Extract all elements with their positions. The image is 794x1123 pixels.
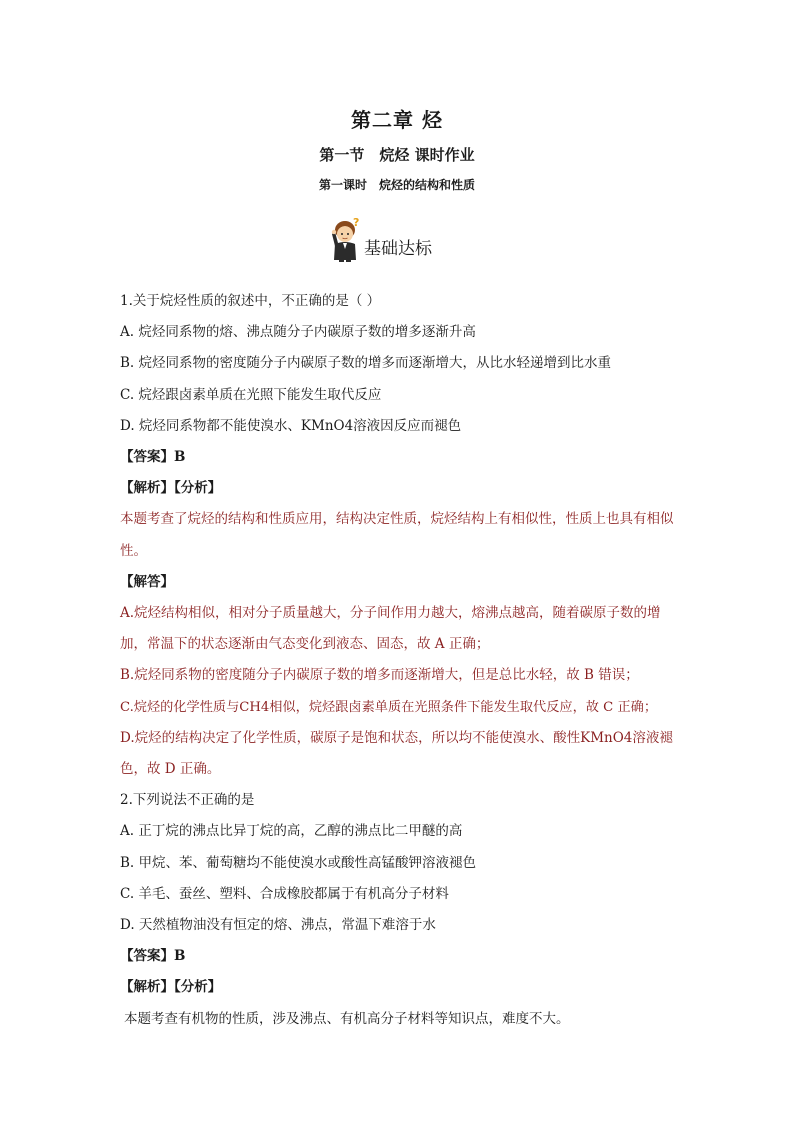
option-c: C. 羊毛、蚕丝、塑料、合成橡胶都属于有机高分子材料 [120, 885, 449, 902]
question-stem: 1.关于烷烃性质的叙述中，不正确的是（ ） [120, 293, 381, 309]
solution-line: D.烷烃的结构决定了化学性质，碳原子是饱和状态，所以均不能使溴水、酸性KMnO4溶液褪色，故 D 正确。 [120, 729, 673, 778]
solution-line: B.烷烃同系物的密度随分子内碳原子数的增多而逐渐增大，但是总比水轻，故 B 错误； [120, 667, 639, 684]
analysis-text: 本题考查了烷烃的结构和性质应用，结构决定性质，烷烃结构上有相似性，性质上也具有相似性。 [120, 511, 674, 559]
analysis-tag: 【解析】【分析】 [120, 480, 222, 497]
option-a: A. 烷烃同系物的熔、沸点随分子内碳原子数的增多逐渐升高 [120, 324, 476, 341]
section-label: 基础达标 [364, 239, 432, 259]
thinking-student-icon [329, 216, 363, 262]
question-stem: 2.下列说法不正确的是 [120, 792, 255, 809]
option-d: D. 天然植物油没有恒定的熔、沸点，常温下难溶于水 [120, 917, 436, 934]
analysis-tag: 【解析】【分析】 [120, 979, 222, 996]
answer-label: 【答案】B [120, 449, 186, 466]
solution-tag: 【解答】 [120, 573, 174, 590]
option-b: B. 甲烷、苯、葡萄糖均不能使溴水或酸性高锰酸钾溶液褪色 [120, 854, 477, 871]
question-content [120, 286, 680, 1035]
solution-line: A.烷烃结构相似，相对分子质量越大，分子间作用力越大，熔沸点越高，随着碳原子数的增加，常温下的状态逐渐由气态变化到液态、固态，故 A 正确； [120, 605, 661, 653]
option-a: A. 正丁烷的沸点比异丁烷的高，乙醇的沸点比二甲醚的高 [120, 823, 463, 840]
option-d: D. 烷烃同系物都不能使溴水、KMnO4溶液因反应而褪色 [120, 417, 462, 434]
section-banner [329, 214, 432, 262]
lesson-title: 第一课时 烷烃的结构和性质 [318, 178, 475, 192]
option-b: B. 烷烃同系物的密度随分子内碳原子数的增多而逐渐增大，从比水轻递增到比水重 [120, 355, 612, 372]
answer-label: 【答案】B [120, 948, 186, 965]
solution-line: C.烷烃的化学性质与CH4相似，烷烃跟卤素单质在光照条件下能发生取代反应，故 C 正确； [120, 699, 658, 715]
analysis-text: 本题考查有机物的性质，涉及沸点、有机高分子材料等知识点，难度不大。 [124, 1010, 570, 1027]
option-c: C. 烷烃跟卤素单质在光照下能发生取代反应 [120, 386, 382, 403]
section-title: 第一节 烷烃 课时作业 [319, 146, 475, 164]
chapter-title: 第二章 烃 [351, 108, 443, 132]
svg-text:?: ? [353, 216, 360, 229]
